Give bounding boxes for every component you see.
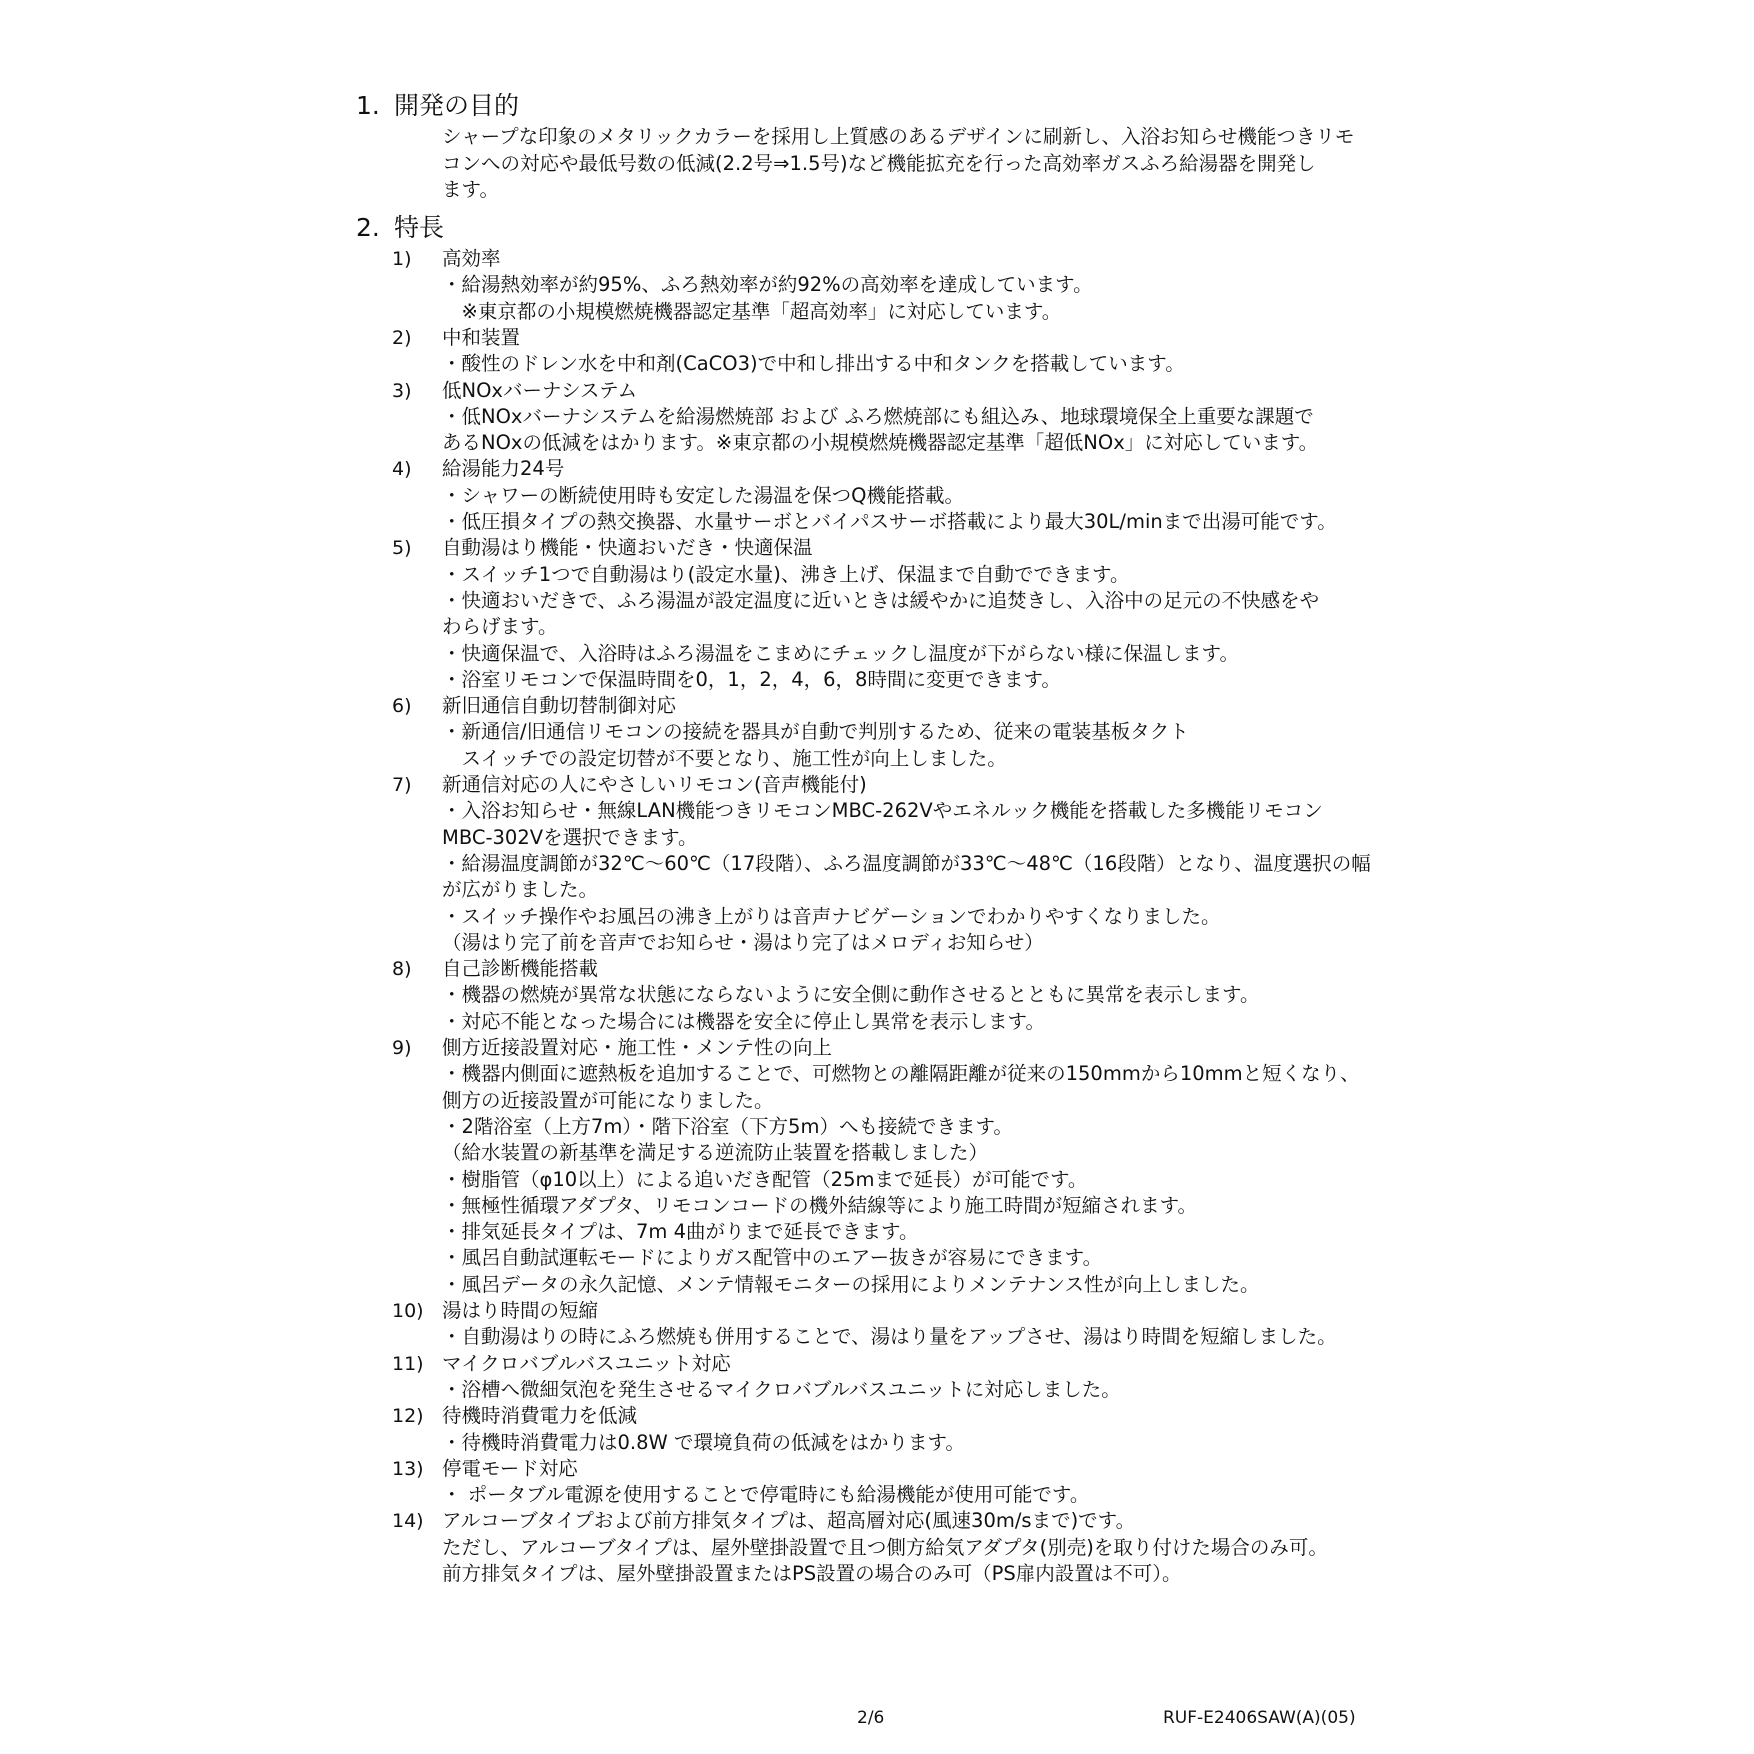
feature-item-line: スイッチでの設定切替が不要となり、施工性が向上しました。 — [442, 746, 1007, 770]
feature-item-line: 側方の近接設置が可能になりました。 — [442, 1088, 774, 1112]
feature-item-line: ・給湯温度調節が32℃～60℃（17段階）、ふろ温度調節が33℃～48℃（16段階）となり、温度選択の幅 — [442, 851, 1371, 875]
model-number: RUF-E2406SAW(A)(05) — [1163, 1708, 1356, 1728]
feature-item-line: 前方排気タイプは、屋外壁掛設置またはPS設置の場合のみ可（PS扉内設置は不可）。 — [442, 1562, 1182, 1585]
feature-item-number: 8) — [392, 958, 412, 981]
feature-item-number: 4) — [392, 458, 412, 481]
feature-item-number: 13) — [392, 1457, 424, 1480]
feature-item-number: 10) — [392, 1300, 424, 1322]
feature-item-line: ・低NOxバーナシステムを給湯燃焼部 および ふろ燃焼部にも組込み、地球環境保全上重要な課題で — [442, 404, 1314, 428]
feature-item-line: ・排気延長タイプは、7m 4曲がりまで延長できます。 — [442, 1220, 919, 1244]
feature-item-title: 停電モード対応 — [442, 1456, 578, 1480]
feature-item-title: 待機時消費電力を低減 — [442, 1404, 638, 1428]
feature-item-line: MBC-302Vを選択できます。 — [442, 825, 698, 849]
feature-item-line: ・自動湯はりの時にふろ燃焼も併用することで、湯はり量をアップさせ、湯はり時間を短縮しました。 — [442, 1325, 1337, 1349]
feature-item-line: わらげます。 — [442, 615, 558, 639]
feature-item-title: 自動湯はり機能・快適おいだき・快適保温 — [442, 536, 813, 560]
feature-item-line: ・ ポータブル電源を使用することで停電時にも給湯機能が使用可能です。 — [442, 1483, 1090, 1507]
section-1-heading — [356, 91, 519, 121]
section-1-title: 開発の目的 — [394, 91, 520, 120]
feature-item-line: ・風呂自動試運転モードによりガス配管中のエアー抜きが容易にできます。 — [442, 1246, 1103, 1270]
feature-item-line: （給水装置の新基準を満足する逆流防止装置を搭載しました） — [442, 1141, 989, 1165]
feature-item-line: ・対応不能となった場合には機器を安全に停止し異常を表示します。 — [442, 1009, 1045, 1033]
section-1-text: シャープな印象のメタリックカラーを採用し上質感のあるデザインに刷新し、入浴お知らせ機能つきリモ コンへの対応や最低号数の低減(2.2号⇒1.5号)など機能拡充を行った高効率ガスふろ給湯器を開発し ます。 — [442, 125, 1355, 201]
feature-item-line: ・機器の燃焼が異常な状態にならないように安全側に動作させるとともに異常を表示します。 — [442, 983, 1260, 1007]
feature-item-title: 低NOxバーナシステム — [442, 378, 638, 402]
feature-item-line: ・スイッチ1つで自動湯はり(設定水量)、沸き上げ、保温まで自動でできます。 — [442, 562, 1130, 586]
feature-item-number: 2) — [392, 326, 412, 349]
feature-item-title: 中和装置 — [442, 325, 521, 349]
feature-item-title: アルコーブタイプおよび前方排気タイプは、超高層対応(風速30m/sまで)です。 — [442, 1509, 1136, 1533]
feature-item-title: 湯はり時間の短縮 — [442, 1299, 599, 1322]
feature-item-line: ・給湯熱効率が約95%、ふろ熱効率が約92%の高効率を達成しています。 — [442, 273, 1093, 297]
section-2-title: 特長 — [394, 213, 445, 242]
feature-item-title: 新通信対応の人にやさしいリモコン(音声機能付) — [442, 773, 867, 796]
feature-item-line: ・低圧損タイプの熱交換器、水量サーボとバイパスサーボ搭載により最大30L/minまで出湯可能です。 — [442, 510, 1337, 533]
feature-item-number: 7) — [392, 774, 412, 796]
feature-item-line: （湯はり完了前を音声でお知らせ・湯はり完了はメロディお知らせ） — [442, 930, 1044, 954]
feature-item-line: ・シャワーの断続使用時も安定した湯温を保つQ機能搭載。 — [442, 483, 964, 507]
feature-item-line: ・酸性のドレン水を中和剤(CaCO3)で中和し排出する中和タンクを搭載しています。 — [442, 352, 1185, 376]
feature-item-line: が広がりました。 — [442, 878, 599, 902]
section-2-number: 2. — [356, 213, 380, 242]
feature-item-line: ・入浴お知らせ・無線LAN機能つきリモコンMBC-262Vやエネルック機能を搭載した多機能リモコン — [442, 799, 1323, 823]
feature-item-number: 11) — [392, 1352, 424, 1375]
feature-item-number: 14) — [392, 1510, 424, 1533]
feature-item-line: ・スイッチ操作やお風呂の沸き上がりは音声ナビゲーションでわかりやすくなりました。 — [442, 904, 1221, 928]
feature-item-title: 給湯能力24号 — [442, 457, 565, 481]
feature-item-line: あるNOxの低減をはかります。※東京都の小規模燃焼機器認定基準「超低NOx」に対応しています。 — [442, 431, 1319, 455]
section-2-heading — [356, 213, 444, 243]
feature-item-number: 1) — [392, 248, 412, 270]
feature-item-title: マイクロバブルバスユニット対応 — [442, 1351, 731, 1375]
feature-item-line: ・浴室リモコンで保温時間を0，1，2，4，6，8時間に変更できます。 — [442, 667, 1061, 691]
feature-item-number: 3) — [392, 379, 412, 402]
page-number: 2/6 — [857, 1708, 885, 1728]
feature-item-line: ・快適おいだきで、ふろ湯温が設定温度に近いときは緩やかに追焚きし、入浴中の足元の不快感をや — [442, 588, 1320, 612]
feature-item-line: ・樹脂管（φ10以上）による追いだき配管（25mまで延長）が可能です。 — [442, 1167, 1088, 1191]
feature-item-title: 新旧通信自動切替制御対応 — [442, 694, 677, 718]
feature-item-number: 5) — [392, 537, 412, 560]
feature-item-line: ・浴槽へ微細気泡を発生させるマイクロバブルバスユニットに対応しました。 — [442, 1377, 1121, 1401]
feature-item-line: ・2階浴室（上方7m）・階下浴室（下方5m）へも接続できます。 — [442, 1114, 1013, 1138]
feature-item-line: ただし、アルコーブタイプは、屋外壁掛設置で且つ側方給気アダプタ(別売)を取り付けた場合のみ可。 — [442, 1535, 1328, 1559]
feature-item-line: ・無極性循環アダプタ、リモコンコードの機外結線等により施工時間が短縮されます。 — [442, 1193, 1198, 1217]
feature-item-line: ・快適保温で、入浴時はふろ湯温をこまめにチェックし温度が下がらない様に保温します。 — [442, 641, 1239, 665]
feature-item-number: 6) — [392, 695, 412, 718]
feature-item-title: 側方近接設置対応・施工性・メンテ性の向上 — [442, 1036, 833, 1059]
feature-item-line: ・風呂データの永久記憶、メンテ情報モニターの採用によりメンテナンス性が向上しました。 — [442, 1272, 1260, 1296]
feature-item-line: ※東京都の小規模燃焼機器認定基準「超高効率」に対応しています。 — [442, 299, 1062, 323]
feature-item-line: ・新通信/旧通信リモコンの接続を器具が自動で判別するため、従来の電装基板タクト — [442, 720, 1189, 744]
feature-item-title: 自己診断機能搭載 — [442, 957, 599, 981]
section-1-number: 1. — [356, 91, 380, 120]
feature-item-number: 12) — [392, 1405, 424, 1428]
feature-item-number: 9) — [392, 1037, 412, 1059]
feature-item-line: ・機器内側面に遮熱板を追加することで、可燃物との離隔距離が従来の150mmから10mmと短くなり、 — [442, 1062, 1360, 1086]
feature-item-line: ・待機時消費電力は0.8W で環境負荷の低減をはかります。 — [442, 1430, 965, 1454]
feature-item-title: 高効率 — [442, 247, 501, 270]
